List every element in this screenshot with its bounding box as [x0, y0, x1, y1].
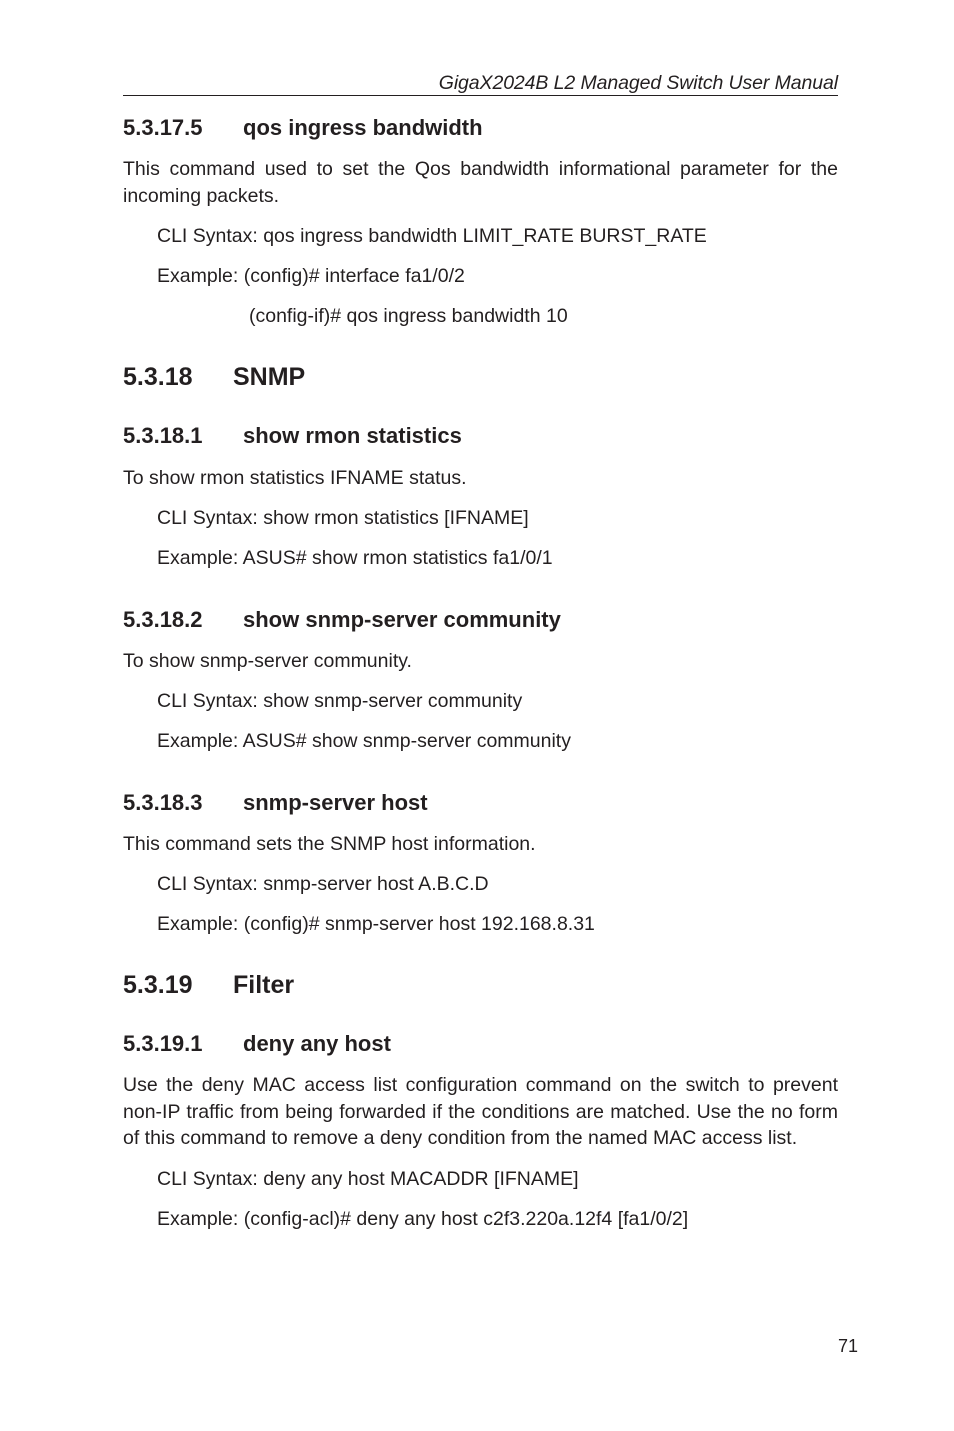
cli-syntax: CLI Syntax: show snmp-server community [157, 690, 523, 712]
heading-5-3-18-1 [123, 422, 838, 450]
section-number: 5.3.17.5 [123, 115, 203, 140]
cli-syntax: CLI Syntax: show rmon statistics [IFNAME] [157, 507, 529, 529]
page-number: 71 [838, 1336, 859, 1356]
example: Example: ASUS# show snmp-server community [157, 730, 571, 752]
example: Example: (config)# snmp-server host 192.168.8.31 [157, 913, 595, 935]
section-title: show snmp-server community [243, 607, 561, 632]
example: Example: (config)# interface fa1/0/2 [157, 265, 465, 287]
heading-5-3-19-1 [123, 1030, 838, 1058]
section-number: 5.3.18 [123, 363, 193, 391]
description: To show rmon statistics IFNAME status. [123, 467, 467, 489]
section-number: 5.3.18.3 [123, 790, 203, 815]
section-number: 5.3.19 [123, 971, 193, 999]
page-content [123, 114, 838, 1232]
section-number: 5.3.18.2 [123, 607, 203, 632]
example: Example: ASUS# show rmon statistics fa1/0/1 [157, 547, 553, 569]
section-title: qos ingress bandwidth [243, 115, 483, 140]
heading-5-3-19 [123, 970, 838, 1000]
heading-5-3-18-2 [123, 606, 838, 634]
section-title: snmp-server host [243, 790, 428, 815]
cli-syntax: CLI Syntax: qos ingress bandwidth LIMIT_RATE BURST_RATE [157, 225, 707, 247]
heading-5-3-18-3 [123, 789, 838, 817]
description: Use the deny MAC access list configuration command on the switch to prevent non-IP traffic from being forwarded if the conditions are matched. Use the no form of this command to remove a deny condition from the named MAC access list. [123, 1074, 838, 1149]
description: To show snmp-server community. [123, 650, 412, 672]
heading-5-3-18 [123, 362, 838, 392]
section-number: 5.3.19.1 [123, 1031, 203, 1056]
section-title: show rmon statistics [243, 423, 462, 448]
section-title: deny any host [243, 1031, 391, 1056]
description: This command sets the SNMP host information. [123, 833, 536, 855]
section-title: SNMP [233, 363, 306, 391]
running-header: GigaX2024B L2 Managed Switch User Manual [438, 72, 838, 94]
description: This command used to set the Qos bandwidth informational parameter for the incoming packets. [123, 158, 838, 207]
example-continuation: (config-if)# qos ingress bandwidth 10 [249, 305, 568, 327]
section-title: Filter [233, 971, 295, 999]
cli-syntax: CLI Syntax: snmp-server host A.B.C.D [157, 873, 489, 895]
section-number: 5.3.18.1 [123, 423, 203, 448]
example: Example: (config-acl)# deny any host c2f3.220a.12f4 [fa1/0/2] [157, 1207, 689, 1230]
header-rule [123, 95, 838, 96]
cli-syntax: CLI Syntax: deny any host MACADDR [IFNAME] [157, 1167, 579, 1190]
heading-5-3-17-5 [123, 114, 838, 142]
